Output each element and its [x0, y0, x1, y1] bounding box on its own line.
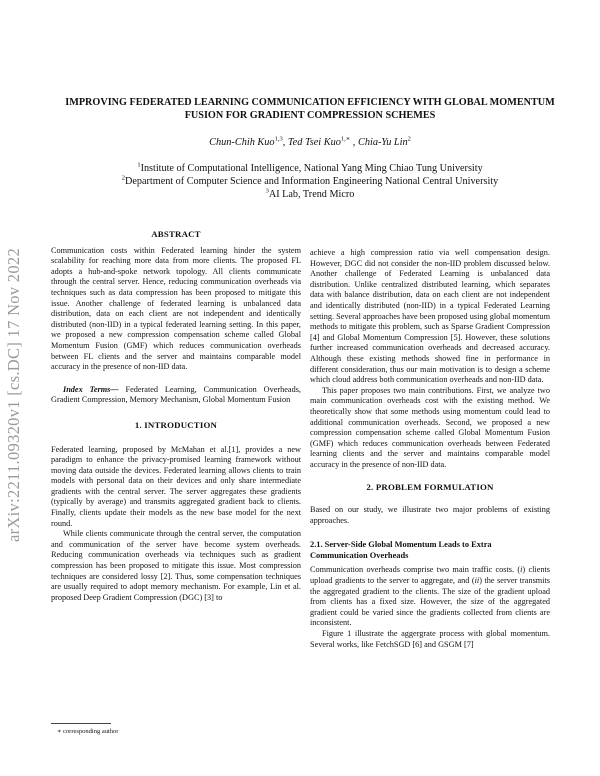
affiliation-marker: 3: [265, 187, 269, 195]
affiliation-list: [40, 162, 580, 201]
affiliation-marker: 2: [121, 174, 126, 182]
affiliation-marker: 1: [137, 161, 141, 169]
affiliation-text: AI Lab, Trend Micro: [268, 189, 355, 200]
affiliation-line: [40, 162, 580, 175]
left-column: [51, 229, 301, 603]
abstract-heading: ABSTRACT: [151, 229, 201, 239]
affiliation-text: Institute of Computational Intelligence, National Yang Ming Chiao Tung University: [140, 163, 483, 174]
index-terms: [51, 385, 301, 406]
intro-paragraph: This paper proposes two main contributions. First, we analyze two main communication overheads cost with the existing method. We theoretically show that some methods using momentum could lead to additional communication overheads. Second, we proposed a new compression compensation scheme called Global Momentum Fusion (GMF) which reduces communication overheads between Federated learning clients and the server and maintains comparable model accuracy in the presence of non-IID data.: [310, 385, 550, 469]
section-heading-introduction: 1. INTRODUCTION: [134, 419, 218, 430]
paper-title: IMPROVING FEDERATED LEARNING COMMUNICATION EFFICIENCY WITH GLOBAL MOMENTUM FUSION FOR GRADIENT COMPRESSION SCHEMES: [65, 97, 555, 121]
author-affiliation-marker: 2: [407, 135, 411, 143]
author-list: [50, 137, 570, 148]
index-terms-label: Index Terms—: [63, 384, 119, 394]
problem-paragraph: Based on our study, we illustrate two major problems of existing approaches.: [310, 505, 550, 525]
author-affiliation-marker: 1,∗: [340, 135, 351, 143]
problem-paragraph: Figure 1 illustrate the aggergrate process with global momentum. Several works, like FetchSGD [6] and GSGM [7]: [310, 629, 550, 649]
affiliation-line: [40, 175, 580, 188]
intro-paragraph: While clients communicate through the central server, the computation and communication of the server have become system overheads. Reducing communication overheads via techniques such as gradient compression has been proposed to mitigate this issue. Most compression techniques are considered lossy [2]. Thus, some compensation techniques are usually required to adopt memory mechanism. For example, Lin et al. proposed Deep Gradient Compression (DGC) [3] to: [51, 529, 301, 602]
author-separator: ,: [282, 137, 288, 148]
footnote-divider: [51, 723, 111, 724]
affiliation-line: [40, 188, 580, 201]
subsection-heading: 2.1. Server-Side Global Momentum Leads to Extra Communication Overheads: [310, 540, 492, 560]
author-name: Chia-Yu Lin: [357, 137, 408, 148]
intro-paragraph: Federated learning, proposed by McMahan et al.[1], provides a new paradigm to enhance the privacy-promised learning framework without moving data outside the devices. Federated learning allows clients to train models with personal data on their devices and only share intermediate gradients with the central server. The server aggregates these gradients (typically by average) and transmits aggregated gradient back to clients. Finally, clients update their models as the new base model for the next round.: [51, 444, 301, 528]
footnote: ∗ corresponding author: [57, 728, 119, 735]
author-separator: ,: [350, 137, 358, 148]
index-terms-text: Federated Learning, Communication Overheads, Gradient Compression, Memory Mechanism, Global Momentum Fusion: [51, 384, 301, 405]
author-name: Ted Tsei Kuo: [287, 137, 341, 148]
problem-paragraph: Communication overheads comprise two main traffic costs. (i) clients upload gradients to the server to aggregate, and (ii) the server transmits the aggregated gradient to the clients. The size of the gradient upload from clients has a fixed size. However, the size of the aggregated gradient could be varied since the gradients collected from clients are inconsistent.: [310, 565, 550, 628]
arxiv-identifier: arXiv:2211.09320v1 [cs.DC] 17 Nov 2022: [4, 248, 23, 543]
affiliation-text: Department of Computer Science and Information Engineering National Central University: [125, 176, 499, 187]
author-name: Chun-Chih Kuo: [209, 137, 275, 148]
right-column: [310, 248, 550, 650]
section-heading-problem-formulation: 2. PROBLEM FORMULATION: [366, 482, 494, 493]
author-affiliation-marker: 1,3: [274, 135, 283, 143]
intro-paragraph: achieve a high compression ratio via well compensation design. However, DGC did not consider the non-IID problem discussed below. Another challenge of Federated Learning is unbalanced data distribution. Unlike centralized distributed learning, which separates data with balance distribution, data on each client are not independent and identically distributed (non-IID) in a typical Federated Learning setting. Several approaches have been proposed using global momentum methods to mitigate this problem, such as Sparse Gradient Compression [4] and Global Momentum Compression [5]. However, these solutions further increased communication overheads and decreased accuracy. Although these existing methods showed fine in performance in different consideration, thus our main motivation is to design a scheme which cloud address both communication overheads and non-IID data.: [310, 248, 550, 385]
abstract-text: Communication costs within Federated learning hinder the system scalability for reaching more data from more clients. The proposed FL adopts a hub-and-spoke network topology. All clients communicate through the central server. Hence, reducing communication overheads via techniques such as data compression has been proposed to mitigate this issue. Another challenge of federated learning is unbalanced data distribution, data on each client are not independent and identically distributed (non-IID) in a typical federated learning setting. In this paper, we proposed a new compression compensation scheme called Global Momentum Fusion (GMF) which reduces communication overheads between FL clients and the server and maintains comparable model accuracy in the presence of non-IID data.: [51, 245, 301, 372]
